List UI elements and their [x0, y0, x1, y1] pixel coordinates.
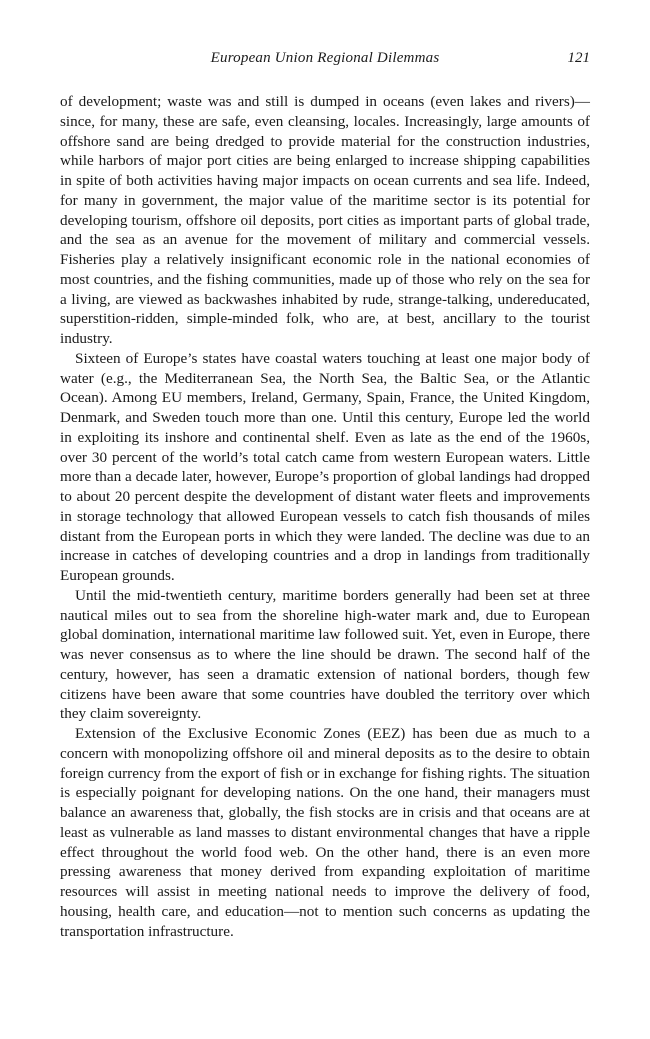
page-number: 121 [567, 50, 590, 66]
paragraph-eez-extension: Extension of the Exclusive Economic Zones (EEZ) has been due as much to a concern with monopolizing offshore oil and mineral deposits as to the desire to obtain foreign currency from the export of fish or in exchange for fishing rights. The situation is especially poignant for developing nations. On the one hand, their managers must balance an awareness that, globally, the fish stocks are in crisis and that oceans are at least as vulnerable as land masses to distant environmental changes that have a ripple effect throughout the world food web. On the other hand, there is an even more pressing awareness that money derived from expanding exploitation of maritime resources will assist in meeting national needs to improve the delivery of food, housing, health care, and education—not to mention such concerns as updating the transportation infrastructure. [60, 725, 590, 940]
paragraph-maritime-borders: Until the mid-twentieth century, maritime borders generally had been set at three nautical miles out to sea from the shoreline high-water mark and, due to European global domination, international maritime law followed suit. Yet, even in Europe, there was never consensus as to where the line should be drawn. The second half of the century, however, has seen a dramatic extension of national borders, though few citizens have been aware that some countries have doubled the territory over which they claim sovereignty. [60, 586, 590, 723]
running-title: European Union Regional Dilemmas [210, 50, 440, 66]
book-page [60, 50, 590, 941]
paragraph-continued: of development; waste was and still is dumped in oceans (even lakes and rivers)—since, for many, these are safe, even cleansing, locales. Increasingly, large amounts of offshore sand are being dredged to provide material for the construction industries, while harbors of major port cities are being enlarged to increase shipping capabilities in spite of both activities having major impacts on ocean currents and sea life. Indeed, for many in government, the major value of the maritime sector is its potential for developing tourism, offshore oil deposits, port cities as important parts of global trade, and the sea as an avenue for the movement of military and commercial vessels. Fisheries play a relatively insignificant economic role in the national economies of most countries, and the fishing communities, made up of those who rely on the sea for a living, are viewed as backwashes inhabited by rude, strange-talking, undereducated, superstition-ridden, simple-minded folk, who are, at best, ancillary to the tourist industry. [60, 93, 590, 347]
body-text [60, 92, 590, 941]
paragraph-coastal-states: Sixteen of Europe’s states have coastal waters touching at least one major body of water (e.g., the Mediterranean Sea, the North Sea, the Baltic Sea, or the Atlantic Ocean). Among EU members, Ireland, Germany, Spain, France, the United Kingdom, Denmark, and Sweden touch more than one. Until this century, Europe led the world in exploiting its inshore and continental shelf. Even as late as the end of the 1960s, over 30 percent of the world’s total catch came from western European waters. Little more than a decade later, however, Europe’s proportion of global landings had dropped to about 20 percent despite the development of distant water fleets and improvements in storage technology that allowed European vessels to catch fish thousands of miles distant from the European ports in which they were landed. The decline was due to an increase in catches of developing countries and a drop in landings from traditionally European grounds. [60, 349, 590, 584]
running-header [60, 50, 590, 74]
